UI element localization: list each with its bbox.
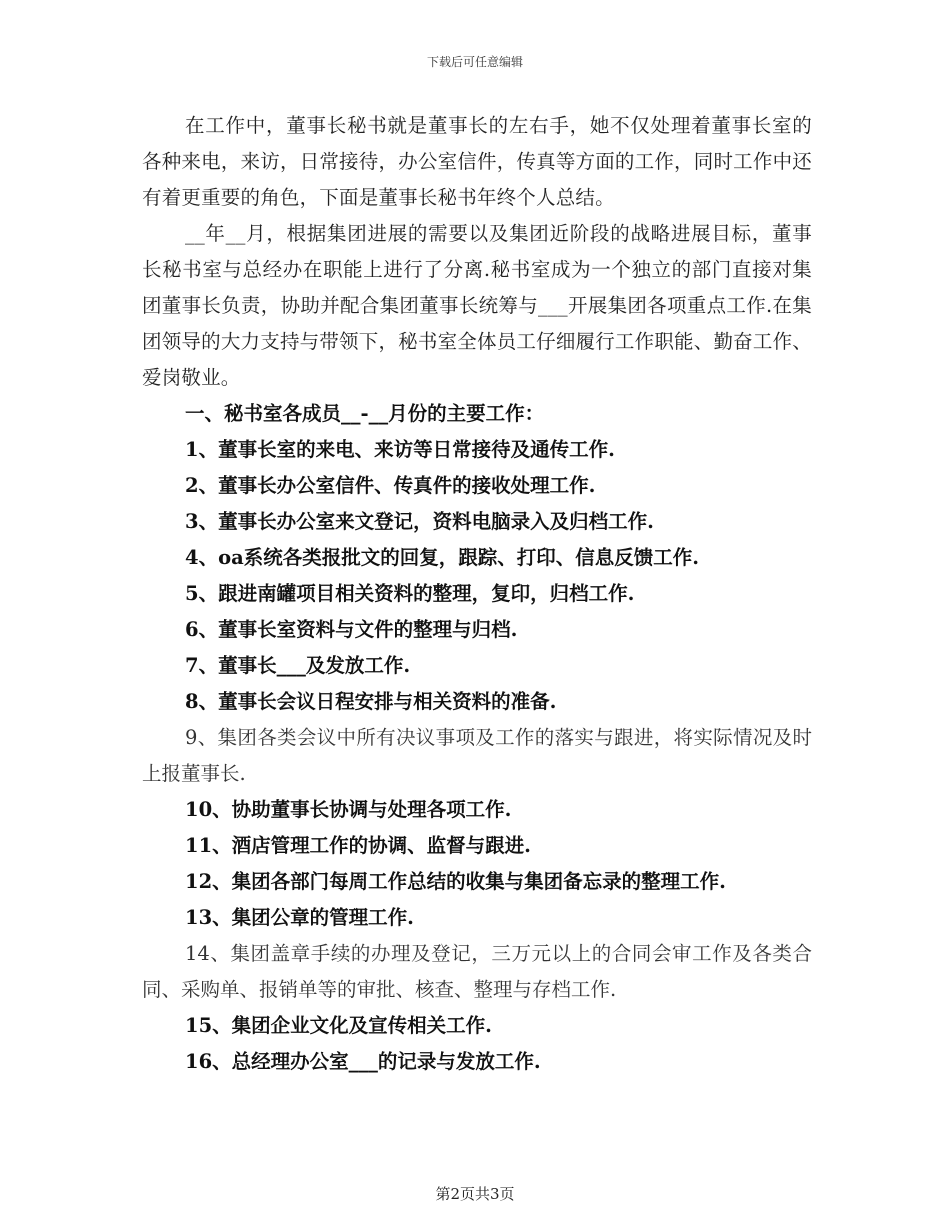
document-body bbox=[142, 108, 812, 1080]
list-item: 11、酒店管理工作的协调、监督与跟进. bbox=[185, 834, 531, 857]
list-item: 4、oa系统各类报批文的回复，跟踪、打印、信息反馈工作. bbox=[185, 546, 699, 569]
page-number: 第2页共3页 bbox=[435, 1185, 515, 1203]
list-item: 3、董事长办公室来文登记，资料电脑录入及归档工作. bbox=[185, 510, 654, 533]
list-item: 1、董事长室的来电、来访等日常接待及通传工作. bbox=[185, 438, 615, 461]
background-paragraph: __年__月，根据集团进展的需要以及集团近阶段的战略进展目标，董事长秘书室与总经办在职能上进行了分离.秘书室成为一个独立的部门直接对集团董事长负责，协助并配合集团董事长统筹与___开展集团各项重点工作.在集团领导的大力支持与带领下，秘书室全体员工仔细履行工作职能、勤奋工作、爱岗敬业。 bbox=[142, 222, 812, 389]
list-item: 10、协助董事长协调与处理各项工作. bbox=[185, 798, 512, 821]
list-item: 7、董事长___及发放工作. bbox=[185, 654, 411, 677]
list-item: 9、集团各类会议中所有决议事项及工作的落实与跟进，将实际情况及时上报董事长. bbox=[142, 726, 812, 785]
intro-paragraph: 在工作中，董事长秘书就是董事长的左右手，她不仅处理着董事长室的各种来电，来访，日常接待，办公室信件，传真等方面的工作，同时工作中还有着更重要的角色，下面是董事长秘书年终个人总结。 bbox=[142, 114, 812, 209]
list-item: 2、董事长办公室信件、传真件的接收处理工作. bbox=[185, 474, 596, 497]
list-item: 14、集团盖章手续的办理及登记，三万元以上的合同会审工作及各类合同、采购单、报销单等的审批、核查、整理与存档工作. bbox=[142, 942, 812, 1001]
section-title: 一、秘书室各成员__-__月份的主要工作： bbox=[185, 402, 545, 425]
list-item: 13、集团公章的管理工作. bbox=[185, 906, 414, 929]
header-note: 下载后可任意编辑 bbox=[426, 55, 523, 69]
list-item: 12、集团各部门每周工作总结的收集与集团备忘录的整理工作. bbox=[185, 870, 726, 893]
list-item: 15、集团企业文化及宣传相关工作. bbox=[185, 1014, 492, 1037]
list-item: 16、总经理办公室___的记录与发放工作. bbox=[185, 1050, 541, 1073]
list-item: 8、董事长会议日程安排与相关资料的准备. bbox=[185, 690, 557, 713]
list-item: 5、跟进南罐项目相关资料的整理，复印，归档工作. bbox=[185, 582, 635, 605]
list-item: 6、董事长室资料与文件的整理与归档. bbox=[185, 618, 518, 641]
